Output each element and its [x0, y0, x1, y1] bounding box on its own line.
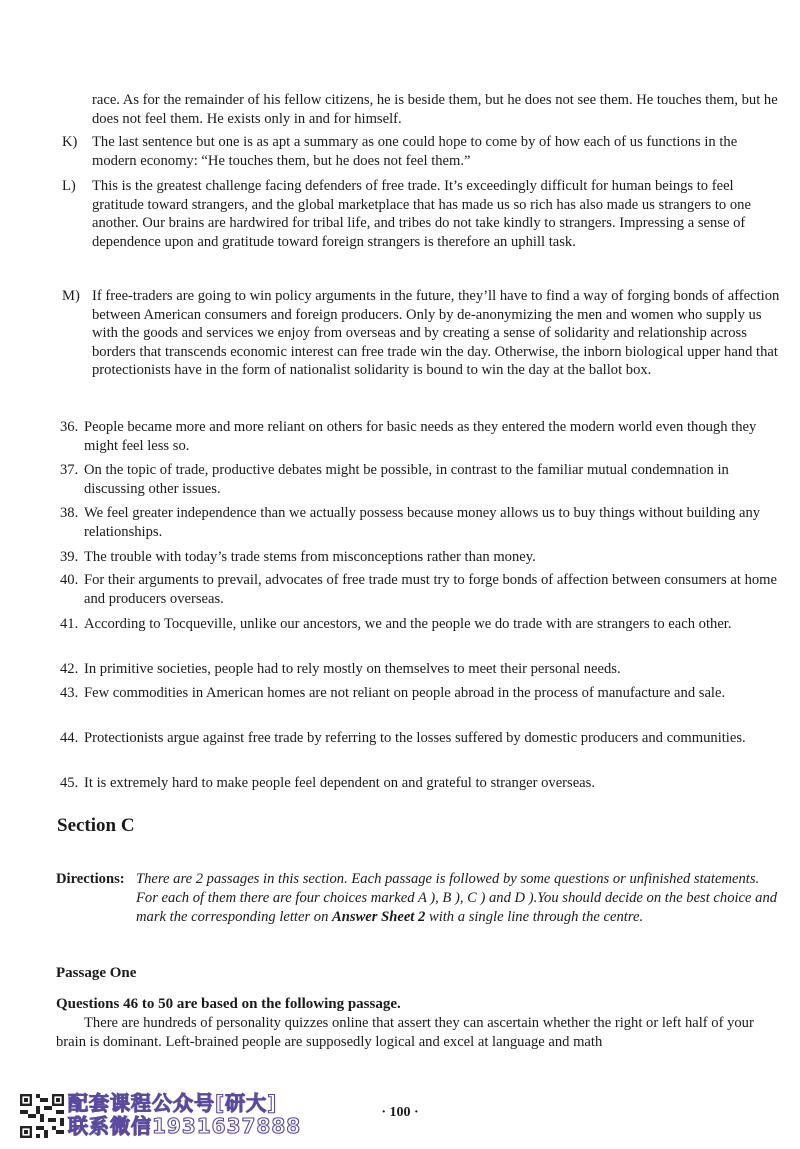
- question-38: [60, 504, 780, 541]
- question-number: 40.: [60, 572, 79, 588]
- question-39: [60, 548, 780, 567]
- paragraph-text: The last sentence but one is as apt a summary as one could hope to come by of how each of us functions in the modern economy: “He touches them, but he does not feel them.”: [92, 134, 738, 169]
- passage-text: There are hundreds of personality quizzes online that assert they can ascertain whether the right or left half of your brain is dominant. Left-brained people are supposedly logical and excel at language and math: [56, 1015, 754, 1050]
- question-text: We feel greater independence than we actually possess because money allows us to buy things without building any relationships.: [84, 505, 761, 540]
- question-40: [60, 571, 780, 608]
- directions-text-start: There are 2 passages in this section. Each passage is followed by some questions or unfinished statements. For each of them there are four choices marked A ), B ), C ) and D ).You should decide on the best choice and mark the corresponding letter on: [136, 871, 778, 925]
- directions-text-end: with a single line through the centre.: [425, 908, 644, 925]
- paragraph-l: [62, 177, 780, 251]
- paragraph-label: K): [62, 134, 78, 150]
- directions-text: [136, 870, 780, 926]
- answer-sheet-ref: Answer Sheet 2: [332, 908, 426, 925]
- question-41: [60, 615, 780, 634]
- question-text: It is extremely hard to make people feel dependent on and grateful to stranger overseas.: [84, 775, 595, 791]
- qr-code-icon: [20, 1094, 64, 1138]
- question-number: 41.: [60, 616, 79, 632]
- watermark-line-1: 配套课程公众号[研大]: [68, 1091, 278, 1115]
- watermark-line-2: 联系微信1931637888: [68, 1114, 302, 1138]
- question-44: [60, 729, 780, 748]
- passage-title: Passage One: [56, 965, 137, 981]
- paragraph-k: [62, 133, 780, 170]
- question-text: The trouble with today’s trade stems from misconceptions rather than money.: [84, 549, 536, 565]
- page-number: · 100 ·: [381, 1105, 419, 1120]
- question-text: People became more and more reliant on others for basic needs as they entered the modern world even though they might feel less so.: [84, 419, 757, 454]
- question-42: [60, 660, 780, 679]
- directions-label: Directions:: [56, 871, 125, 887]
- directions: [56, 870, 780, 926]
- question-text: On the topic of trade, productive debates might be possible, in contrast to the familiar mutual condemnation in discussing other issues.: [84, 462, 729, 497]
- continued-paragraph: race. As for the remainder of his fellow citizens, he is beside them, but he does not see them. He touches them, but he does not feel them. He exists only in and for himself.: [92, 92, 778, 127]
- question-number: 39.: [60, 549, 79, 565]
- paragraph-label: L): [62, 178, 76, 194]
- questions-heading: Questions 46 to 50 are based on the following passage.: [56, 996, 401, 1012]
- question-43: [60, 684, 780, 703]
- question-text: In primitive societies, people had to rely mostly on themselves to meet their personal needs.: [84, 661, 621, 677]
- question-number: 36.: [60, 419, 79, 435]
- paragraph-text: If free-traders are going to win policy arguments in the future, they’ll have to find a way of forging bonds of affection between American consumers and foreign producers. Only by de-anonymizing the men and women who supply us with the goods and services we enjoy from overseas and by creating a sense of solidarity and relationship across borders that transcends economic interest can free trade win the day. Otherwise, the inborn biological upper hand that protectionists have in the form of nationalist solidarity is bound to win the day at the ballot box.: [92, 288, 780, 379]
- paragraph-text: This is the greatest challenge facing defenders of free trade. It’s exceedingly difficult for human beings to feel gratitude toward strangers, and the global marketplace that has made us so rich has also made us strangers to one another. Our brains are hardwired for tribal life, and tribes do not take kindly to strangers. Impressing a sense of dependence upon and gratitude toward foreign strangers is therefore an uphill task.: [92, 178, 751, 250]
- question-text: For their arguments to prevail, advocates of free trade must try to forge bonds of affection between consumers at home and producers overseas.: [84, 572, 777, 607]
- question-45: [60, 774, 780, 793]
- question-text: Protectionists argue against free trade by referring to the losses suffered by domestic producers and communities.: [84, 730, 746, 746]
- question-number: 37.: [60, 462, 79, 478]
- question-text: According to Tocqueville, unlike our ancestors, we and the people we do trade with are strangers to each other.: [84, 616, 732, 632]
- question-number: 43.: [60, 685, 79, 701]
- section-title: Section C: [57, 815, 135, 836]
- paragraph-label: M): [62, 288, 80, 304]
- question-number: 44.: [60, 730, 79, 746]
- paragraph-m: [62, 287, 780, 380]
- question-number: 45.: [60, 775, 79, 791]
- question-text: Few commodities in American homes are not reliant on people abroad in the process of manufacture and sale.: [84, 685, 726, 701]
- question-36: [60, 418, 780, 455]
- question-number: 42.: [60, 661, 79, 677]
- question-number: 38.: [60, 505, 79, 521]
- question-37: [60, 461, 780, 498]
